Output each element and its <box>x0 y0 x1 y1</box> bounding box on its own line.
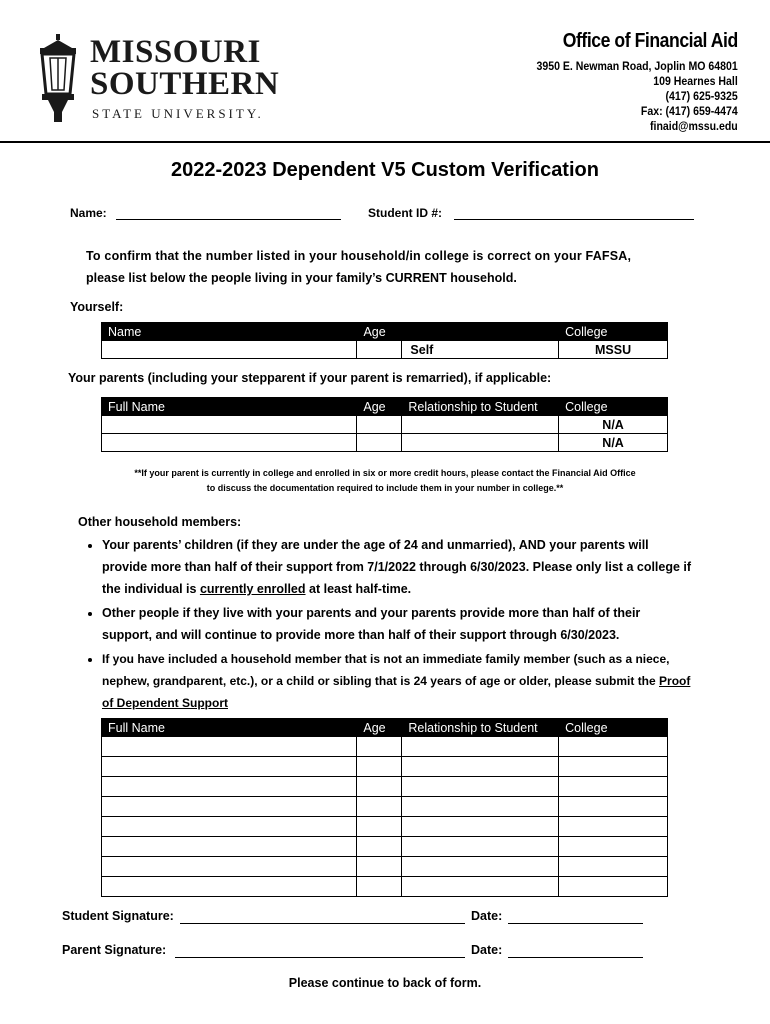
col-header-college: College <box>559 719 668 737</box>
col-header-relationship: Relationship to Student <box>402 719 559 737</box>
age-cell[interactable] <box>357 857 402 877</box>
office-fax: Fax: (417) 659-4474 <box>641 104 738 118</box>
table-row <box>102 817 668 837</box>
name-cell[interactable] <box>102 416 357 434</box>
col-header-relationship: Relationship to Student <box>402 398 559 416</box>
col-header-college: College <box>559 398 668 416</box>
bullet-2-text: Other people if they live with your parents and your parents provide more than half of their support, and will continue to provide more than half of their support through 6/30/2023. <box>102 606 641 642</box>
relationship-cell[interactable] <box>402 877 559 897</box>
student-id-label: Student ID #: <box>368 206 442 220</box>
age-cell[interactable] <box>357 877 402 897</box>
yourself-table <box>101 322 668 359</box>
table-row <box>102 757 668 777</box>
office-email: finaid@mssu.edu <box>650 119 738 133</box>
college-cell: N/A <box>559 434 668 452</box>
college-cell[interactable] <box>559 797 668 817</box>
table-row <box>102 737 668 757</box>
intro-line-2: please list below the people living in your family’s CURRENT household. <box>86 271 517 285</box>
col-header-age: Age <box>357 323 402 341</box>
name-field[interactable] <box>116 219 341 220</box>
bullet-1-text: Your parents’ children (if they are under the age of 24 and unmarried), AND your parents will provide more than half of their support from 7/1/2022 through 6/30/2023. Please only list a college if the individual is <box>102 538 692 596</box>
table-row <box>102 416 668 434</box>
relationship-cell[interactable] <box>402 837 559 857</box>
college-cell[interactable] <box>559 777 668 797</box>
parents-table <box>101 397 668 452</box>
relationship-cell[interactable] <box>402 737 559 757</box>
office-contact-block <box>509 30 738 134</box>
college-cell[interactable] <box>559 737 668 757</box>
table-row <box>102 877 668 897</box>
college-cell[interactable] <box>559 857 668 877</box>
name-cell[interactable] <box>102 877 357 897</box>
col-header-age: Age <box>357 719 402 737</box>
name-cell[interactable] <box>102 434 357 452</box>
bullet-1-end: at least half-time. <box>305 582 412 596</box>
footer-continue-text: Please continue to back of form. <box>288 976 482 990</box>
logo-line-2: SOUTHERN <box>90 66 280 102</box>
student-signature-label: Student Signature: <box>62 909 174 923</box>
logo-line-1: MISSOURI <box>90 34 261 70</box>
table-row <box>102 341 668 359</box>
name-cell[interactable] <box>102 341 357 359</box>
table-header-row <box>102 398 668 416</box>
name-cell[interactable] <box>102 837 357 857</box>
relationship-cell[interactable] <box>402 817 559 837</box>
parent-date-field[interactable] <box>508 957 643 958</box>
college-cell[interactable] <box>559 837 668 857</box>
parent-signature-label: Parent Signature: <box>62 943 167 957</box>
relationship-cell: Self <box>402 341 559 359</box>
university-logo <box>30 28 302 128</box>
table-row <box>102 777 668 797</box>
age-cell[interactable] <box>357 416 402 434</box>
age-cell[interactable] <box>357 757 402 777</box>
other-household-criteria <box>80 534 692 714</box>
list-item <box>102 602 692 646</box>
relationship-cell[interactable] <box>402 434 559 452</box>
header-divider <box>0 141 770 143</box>
list-item <box>102 534 692 600</box>
intro-line-1: To confirm that the number listed in your household/in college is correct on your FAFSA, <box>86 249 632 263</box>
name-cell[interactable] <box>102 857 357 877</box>
table-row <box>102 434 668 452</box>
parent-college-note <box>60 466 710 496</box>
col-header-college: College <box>559 323 668 341</box>
parents-label: Your parents (including your stepparent if your parent is remarried), if applicable: <box>68 371 552 385</box>
list-item <box>102 648 692 714</box>
col-header-blank <box>402 323 559 341</box>
note-line-1: **If your parent is currently in college and enrolled in six or more credit hours, please contact the Financial Aid Office <box>134 468 636 478</box>
note-line-2: to discuss the documentation required to include them in your number in college.** <box>206 483 564 493</box>
col-header-full-name: Full Name <box>102 398 357 416</box>
name-cell[interactable] <box>102 737 357 757</box>
col-header-full-name: Full Name <box>102 719 357 737</box>
student-date-field[interactable] <box>508 923 643 924</box>
relationship-cell[interactable] <box>402 857 559 877</box>
college-cell[interactable] <box>559 817 668 837</box>
table-header-row <box>102 323 668 341</box>
logo-line-3: STATE UNIVERSITY. <box>92 106 264 121</box>
relationship-cell[interactable] <box>402 416 559 434</box>
office-address: 3950 E. Newman Road, Joplin MO 64801 <box>536 59 738 73</box>
age-cell[interactable] <box>357 837 402 857</box>
student-signature-field[interactable] <box>180 923 465 924</box>
table-row <box>102 837 668 857</box>
office-hall: 109 Hearnes Hall <box>653 74 738 88</box>
other-household-table <box>101 718 668 897</box>
intro-text <box>86 245 686 289</box>
col-header-name: Name <box>102 323 357 341</box>
relationship-cell[interactable] <box>402 797 559 817</box>
bullet-3-text: If you have included a household member that is not an immediate family member (such as a niece, nephew, grandparent, etc.), or a child or sibling that is 24 years of age or older, please submit the <box>102 652 670 688</box>
table-row <box>102 857 668 877</box>
name-cell[interactable] <box>102 817 357 837</box>
college-cell: MSSU <box>559 341 668 359</box>
office-phone: (417) 625-9325 <box>665 89 738 103</box>
name-cell[interactable] <box>102 777 357 797</box>
office-title: Office of Financial Aid <box>562 30 738 52</box>
name-label: Name: <box>70 206 107 220</box>
age-cell[interactable] <box>357 797 402 817</box>
parent-signature-field[interactable] <box>175 957 465 958</box>
yourself-label: Yourself: <box>70 300 124 314</box>
proof-of-dependent-support-link[interactable]: Proof of Dependent Support <box>102 674 691 710</box>
criteria-list <box>80 534 692 714</box>
col-header-age: Age <box>357 398 402 416</box>
relationship-cell[interactable] <box>402 777 559 797</box>
college-cell: N/A <box>559 416 668 434</box>
name-cell[interactable] <box>102 797 357 817</box>
age-cell[interactable] <box>357 777 402 797</box>
age-cell[interactable] <box>357 817 402 837</box>
table-header-row <box>102 719 668 737</box>
age-cell[interactable] <box>357 434 402 452</box>
age-cell[interactable] <box>357 341 402 359</box>
currently-enrolled-text: currently enrolled <box>199 582 306 596</box>
student-date-label: Date: <box>471 909 503 923</box>
college-cell[interactable] <box>559 877 668 897</box>
other-household-label: Other household members: <box>78 515 242 529</box>
parent-date-label: Date: <box>471 943 503 957</box>
table-row <box>102 797 668 817</box>
age-cell[interactable] <box>357 737 402 757</box>
college-cell[interactable] <box>559 757 668 777</box>
lantern-icon <box>34 32 82 124</box>
student-id-field[interactable] <box>454 219 694 220</box>
name-cell[interactable] <box>102 757 357 777</box>
relationship-cell[interactable] <box>402 757 559 777</box>
form-title: 2022-2023 Dependent V5 Custom Verification <box>171 159 599 181</box>
